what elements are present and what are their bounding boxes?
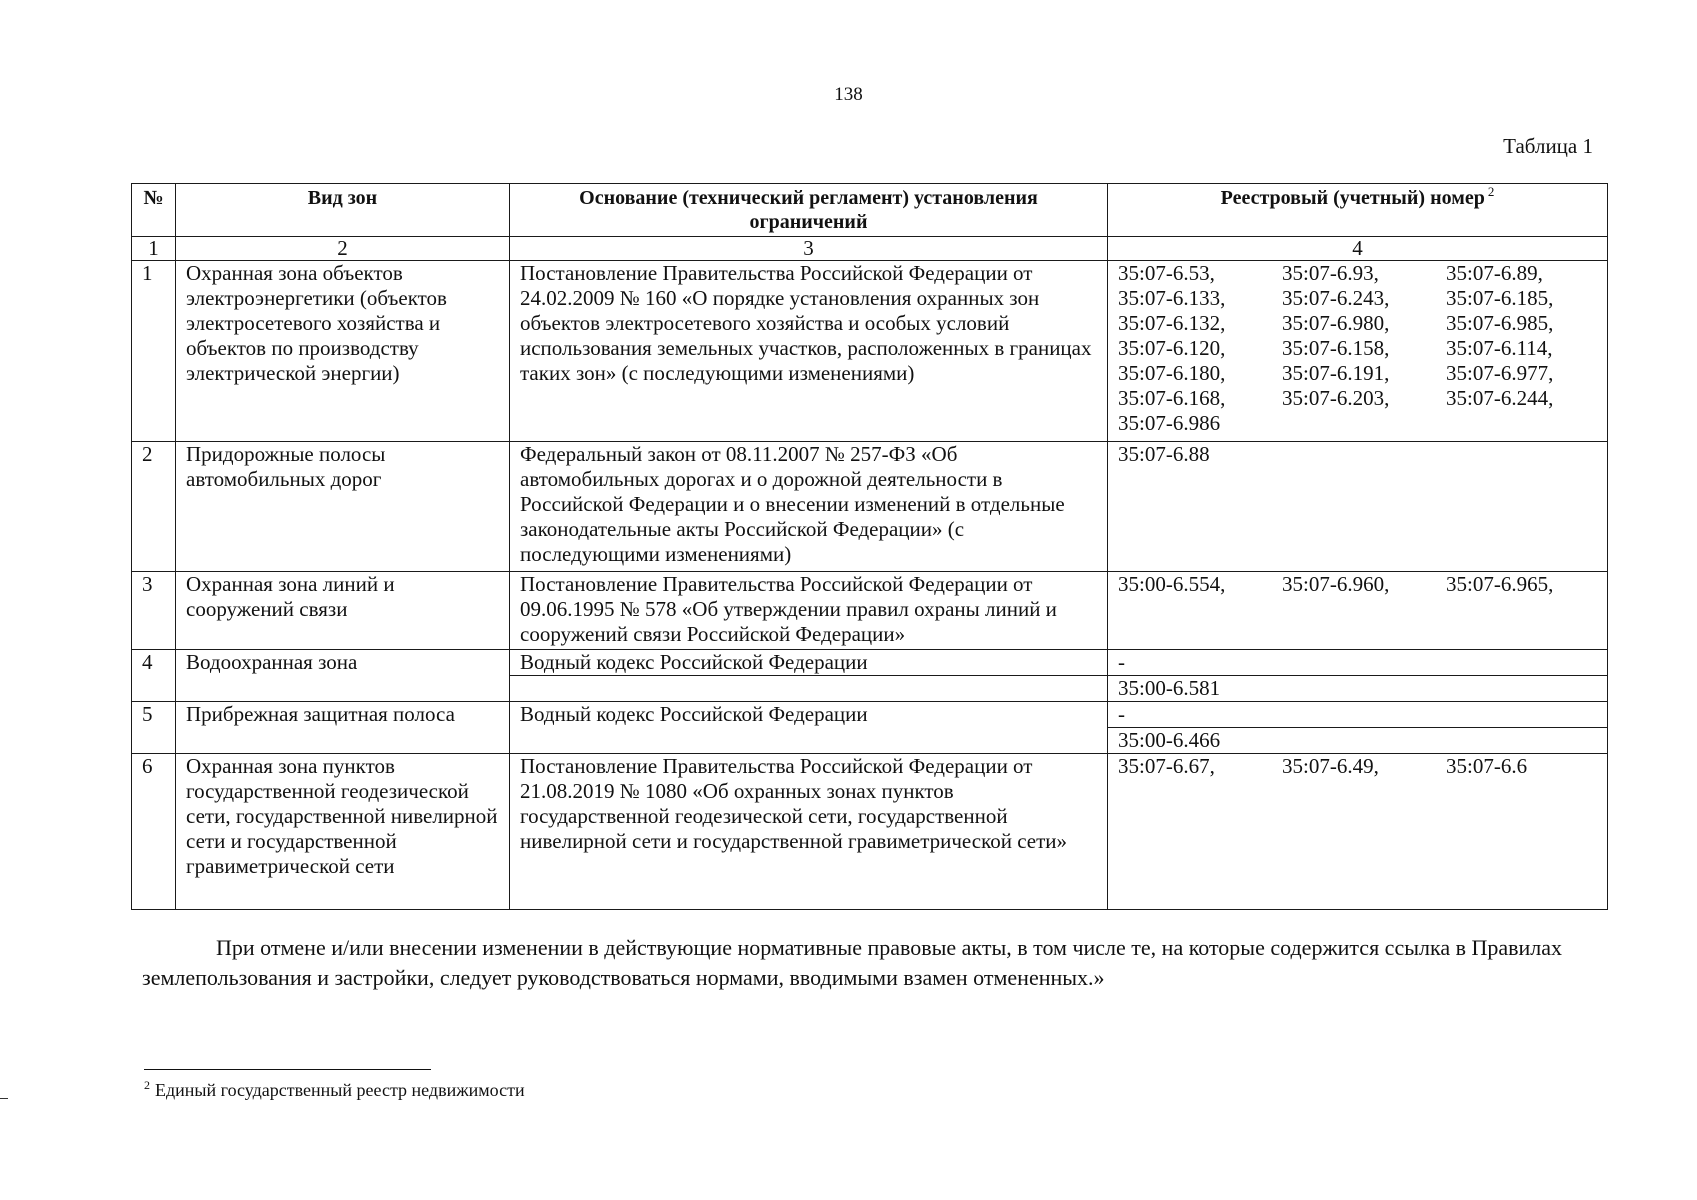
basis-cell: Постановление Правительства Российской Федерации от 21.08.2019 № 1080 «Об охранных зонах пунктов государственной геодезической сети, государственной нивелирной сети и государственной гравиметрической сети»: [510, 754, 1108, 910]
zone-type-cell: Охранная зона пунктов государственной геодезической сети, государственной нивелирной сети и государственной гравиметрической сети: [176, 754, 510, 910]
table-row: [132, 702, 1608, 728]
registry-code: 35:07-6.965,: [1446, 572, 1554, 596]
registry-codes: [1118, 442, 1597, 467]
registry-code: 35:07-6.88: [1118, 442, 1210, 466]
registry-code: 35:07-6.53,: [1118, 261, 1215, 285]
row-number: 1: [132, 261, 176, 442]
zone-type-cell: Охранная зона линий и сооружений связи: [176, 572, 510, 650]
basis-cell: Водный кодекс Российской Федерации: [510, 650, 1108, 676]
registry-code: 35:07-6.244,: [1446, 386, 1554, 410]
registry-cell: [1108, 572, 1608, 650]
row-number: 2: [132, 442, 176, 572]
table-row: [132, 261, 1608, 442]
registry-code: 35:07-6.120,: [1118, 336, 1226, 360]
basis-cell: Водный кодекс Российской Федерации: [510, 702, 1108, 754]
registry-code: 35:07-6.180,: [1118, 361, 1226, 385]
column-number: 4: [1108, 237, 1608, 261]
zones-table: [131, 183, 1608, 910]
registry-code: 35:07-6.960,: [1282, 572, 1390, 596]
registry-code: 35:07-6.89,: [1446, 261, 1543, 285]
table-row: [132, 754, 1608, 910]
registry-code: 35:07-6.191,: [1282, 361, 1390, 385]
registry-cell: [1108, 261, 1608, 442]
zone-type-cell: Придорожные полосы автомобильных дорог: [176, 442, 510, 572]
row-number: 6: [132, 754, 176, 910]
registry-code: 35:07-6.114,: [1446, 336, 1553, 360]
registry-cell: -: [1108, 650, 1608, 676]
registry-cell: -: [1108, 702, 1608, 728]
footnote-text: Единый государственный реестр недвижимости: [155, 1080, 525, 1100]
registry-code: 35:07-6.67,: [1118, 754, 1215, 778]
header-registry-label: Реестровый (учетный) номер: [1220, 187, 1485, 209]
registry-code: 35:07-6.986: [1118, 411, 1221, 435]
basis-cell: Постановление Правительства Российской Федерации от 24.02.2009 № 160 «О порядке установления охранных зон объектов электросетевого хозяйства и особых условий использования земельных участков, расположенных в границах таких зон» (с последующими изменениями): [510, 261, 1108, 442]
margin-mark: [0, 1098, 8, 1099]
registry-code: 35:07-6.203,: [1282, 386, 1390, 410]
table-row: [132, 650, 1608, 676]
basis-cell: Постановление Правительства Российской Федерации от 09.06.1995 № 578 «Об утверждении правил охраны линий и сооружений связи Российской Федерации»: [510, 572, 1108, 650]
registry-cell: [1108, 442, 1608, 572]
registry-code: 35:07-6.168,: [1118, 386, 1226, 410]
column-number: 2: [176, 237, 510, 261]
registry-code: 35:07-6.977,: [1446, 361, 1554, 385]
registry-cell: 35:00-6.466: [1108, 728, 1608, 754]
footnote-ref: 2: [1487, 184, 1495, 199]
column-number-row: [132, 237, 1608, 261]
registry-code: 35:07-6.133,: [1118, 286, 1226, 310]
page-number: 138: [834, 84, 863, 105]
footnote-separator: [144, 1069, 431, 1070]
registry-codes: [1118, 754, 1597, 779]
registry-code: 35:07-6.985,: [1446, 311, 1554, 335]
registry-code: 35:07-6.185,: [1446, 286, 1554, 310]
registry-code: 35:07-6.132,: [1118, 311, 1226, 335]
registry-codes: [1118, 261, 1597, 436]
zone-type-cell: Прибрежная защитная полоса: [176, 702, 510, 754]
registry-code: 35:07-6.243,: [1282, 286, 1390, 310]
registry-cell: 35:00-6.581: [1108, 676, 1608, 702]
header-basis: Основание (технический регламент) установления ограничений: [510, 184, 1108, 237]
registry-code: 35:00-6.554,: [1118, 572, 1226, 596]
registry-code: 35:07-6.49,: [1282, 754, 1379, 778]
zone-type-cell: Охранная зона объектов электроэнергетики (объектов электросетевого хозяйства и объектов по производству электрической энергии): [176, 261, 510, 442]
registry-code: 35:07-6.93,: [1282, 261, 1379, 285]
table-label: Таблица 1: [1503, 134, 1593, 158]
row-number: 3: [132, 572, 176, 650]
table-row: [132, 572, 1608, 650]
registry-codes: [1118, 572, 1597, 597]
row-number: 5: [132, 702, 176, 754]
header-registry: [1108, 184, 1608, 237]
column-number: 1: [132, 237, 176, 261]
table-row: [132, 442, 1608, 572]
table-header-row: [132, 184, 1608, 237]
header-num: №: [132, 184, 176, 237]
row-number: 4: [132, 650, 176, 702]
basis-cell: Федеральный закон от 08.11.2007 № 257-ФЗ «Об автомобильных дорогах и о дорожной деятельности в Российской Федерации и о внесении изменений в отдельные законодательные акты Российской Федерации» (с последующими изменениями): [510, 442, 1108, 572]
registry-code: 35:07-6.980,: [1282, 311, 1390, 335]
registry-code: 35:07-6.6: [1446, 754, 1528, 778]
closing-paragraph: При отмене и/или внесении изменении в действующие нормативные правовые акты, в том числе те, на которые содержится ссылка в Правилах землепользования и застройки, следует руководствоваться нормами, вводимыми взамен отмененных.»: [142, 935, 1563, 990]
registry-code: 35:07-6.158,: [1282, 336, 1390, 360]
column-number: 3: [510, 237, 1108, 261]
zone-type-cell: Водоохранная зона: [176, 650, 510, 702]
header-zone-type: Вид зон: [176, 184, 510, 237]
footnote: [144, 1080, 525, 1101]
basis-cell: [510, 676, 1108, 702]
footnote-mark: 2: [144, 1078, 150, 1092]
registry-cell: [1108, 754, 1608, 910]
